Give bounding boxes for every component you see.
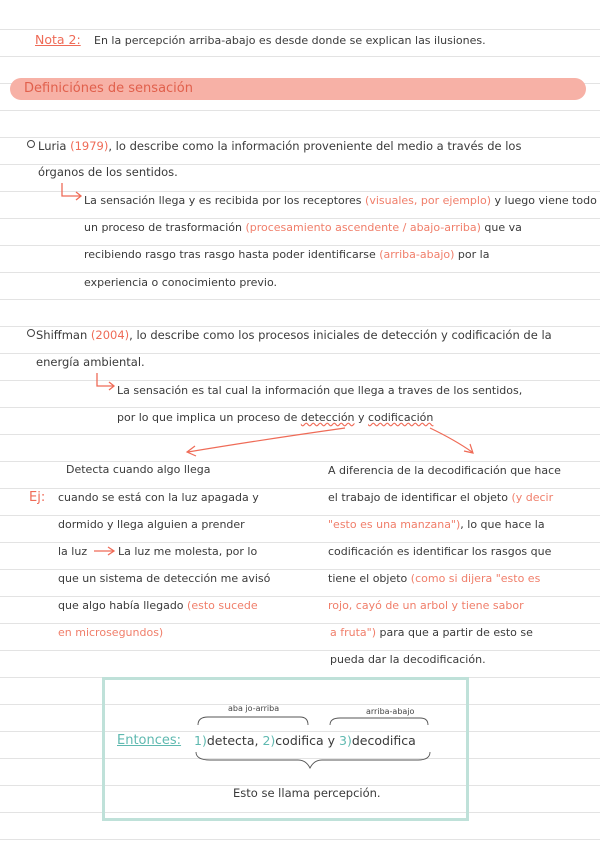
luria-line2: órganos de los sentidos. [38,165,178,179]
right-line5: tiene el objeto (como si dijera "esto es [328,572,541,585]
left-line6: en microsegundos) [58,626,164,639]
summary-steps: 1)detecta, 2)codifica y 3)decodifica [194,733,416,748]
right-line7: a fruta") para que a partir de esto se [330,626,533,639]
note-top-down: arriba-abajo [366,707,415,716]
right-line3: "esto es una manzana"), lo que hace la [328,518,545,531]
note-label: Nota 2: [35,32,81,47]
right-line4: codificación es identificar los rasgos que [328,545,552,558]
note-bottom-up: aba jo-arriba [228,704,280,713]
deteccion-word: detección [300,411,355,424]
section-title: Definiciónes de sensación [24,81,193,96]
right-line6: rojo, cayó de un arbol y tiene sabor [328,599,524,612]
right-line8: pueda dar la decodificación. [330,653,486,666]
left-line3b: La luz me molesta, por lo [118,545,258,558]
summary-label: Entonces: [117,733,182,748]
shiffman-author: Shiffman [36,328,88,342]
luria-sub-line2: un proceso de trasformación (procesamiento ascendente / abajo-arriba) que va [84,221,522,234]
left-line5: que algo había llegado (esto sucede [58,599,258,612]
luria-sub-line3: recibiendo rasgo tras rasgo hasta poder identificarse (arriba-abajo) por la [84,248,490,261]
luria-desc-1: , lo describe como la información proveniente del medio a través de los [108,139,522,153]
note-text: En la percepción arriba-abajo es desde donde se explican las ilusiones. [94,34,486,47]
detection-arrow-icon [188,428,345,452]
luria-year: (1979) [70,139,109,153]
luria-sub-line4: experiencia o conocimiento previo. [84,276,277,289]
codificacion-word: codificación [368,411,434,424]
right-line2: el trabajo de identificar el objeto (y decir [328,491,554,504]
right-line1: A diferencia de la decodificación que hace [328,464,561,477]
luria-sub-line1: La sensación llega y es recibida por los receptores (visuales, por ejemplo) y luego viene todo [84,194,597,207]
luria-arrow-icon [62,183,80,196]
summary-conclusion: Esto se llama percepción. [233,786,381,800]
luria-author: Luria [38,139,67,153]
left-line4: que un sistema de detección me avisó [58,572,271,585]
left-line2: dormido y llega alguien a prender [58,518,245,531]
ej-label: Ej: [29,490,46,505]
shiffman-sub-line1: La sensación es tal cual la información que llega a traves de los sentidos, [117,384,523,397]
shiffman-sub-line2: por lo que implica un proceso de detección y codificación [117,411,434,424]
shiffman-line2: energía ambiental. [36,355,145,369]
left-line3a: la luz [58,545,88,558]
shiffman-line1: Shiffman (2004), lo describe como los procesos iniciales de detección y codificación de la [36,328,552,342]
left-line1: cuando se está con la luz apagada y [58,491,259,504]
shiffman-year: (2004) [90,328,130,342]
left-heading: Detecta cuando algo llega [66,463,211,476]
coding-arrow-icon [430,428,472,452]
